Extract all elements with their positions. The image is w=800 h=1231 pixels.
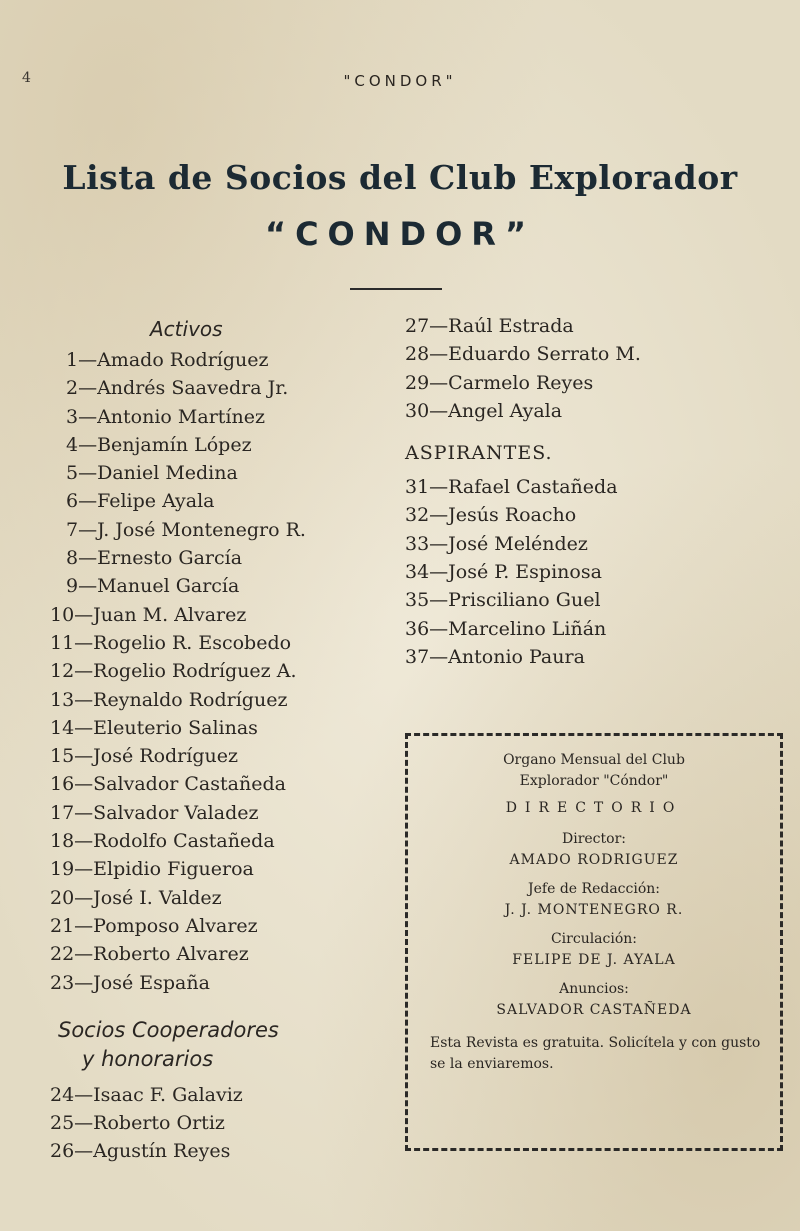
- list-item: 27—Raúl Estrada: [405, 315, 574, 337]
- list-item: 31—Rafael Castañeda: [405, 476, 618, 499]
- list-item: 26—Agustín Reyes: [50, 1140, 231, 1163]
- list-item: 19—Elpidio Figueroa: [50, 858, 254, 881]
- circulacion-name: FELIPE DE J. AYALA: [512, 952, 676, 968]
- anuncios-name: SALVADOR CASTAÑEDA: [496, 1002, 692, 1018]
- list-item: 32—Jesús Roacho: [405, 504, 577, 527]
- list-item: 36—Marcelino Liñán: [405, 617, 607, 640]
- left-column: [50, 312, 400, 1166]
- anuncios-label: Anuncios:: [559, 981, 629, 997]
- list-item: 16—Salvador Castañeda: [50, 773, 286, 796]
- subscription-note: Esta Revista es gratuita. Solicítela y con gusto se la enviaremos.: [430, 1035, 761, 1072]
- list-item: 29—Carmelo Reyes: [405, 371, 594, 394]
- list-item: 34—José P. Espinosa: [405, 561, 602, 584]
- cooperadores-heading: Socios Cooperadores: [58, 1017, 279, 1042]
- cooperadores-list: [50, 1081, 400, 1166]
- list-item: 25—Roberto Ortiz: [50, 1112, 225, 1135]
- list-item: 2—Andrés Saavedra Jr.: [66, 377, 289, 400]
- director-label: Director:: [562, 831, 626, 847]
- list-item: 6—Felipe Ayala: [66, 490, 215, 513]
- page-subtitle: “CONDOR”: [265, 215, 535, 253]
- list-item: 30—Angel Ayala: [405, 399, 563, 422]
- list-item: 4—Benjamín López: [66, 433, 252, 456]
- page-number: 4: [22, 70, 31, 86]
- list-item: 22—Roberto Alvarez: [50, 943, 249, 966]
- list-item: 1—Amado Rodríguez: [66, 349, 269, 371]
- list-item: 18—Rodolfo Castañeda: [50, 830, 275, 853]
- directorio-box: [405, 733, 783, 1151]
- aspirantes-list: [405, 473, 785, 671]
- list-item: 21—Pomposo Alvarez: [50, 914, 258, 937]
- list-item: 8—Ernesto García: [66, 547, 243, 570]
- list-item: 23—José España: [50, 971, 210, 994]
- activos-list-continued: [405, 312, 785, 425]
- running-head: "CONDOR": [343, 72, 457, 90]
- title-divider: [350, 288, 442, 290]
- list-item: 13—Reynaldo Rodríguez: [50, 688, 288, 711]
- list-item: 12—Rogelio Rodríguez A.: [50, 660, 297, 683]
- directorio-heading: DIRECTORIO: [505, 800, 683, 816]
- list-item: 28—Eduardo Serrato M.: [405, 343, 641, 366]
- list-item: 33—José Meléndez: [405, 532, 588, 555]
- list-item: 17—Salvador Valadez: [50, 801, 259, 824]
- jefe-name: J. J. MONTENEGRO R.: [504, 902, 684, 918]
- organo-line-2: Explorador "Cóndor": [519, 773, 669, 789]
- list-item: 14—Eleuterio Salinas: [50, 716, 258, 739]
- circulacion-label: Circulación:: [550, 931, 638, 947]
- organo-line-1: Organo Mensual del Club: [503, 752, 685, 768]
- activos-heading: Activos: [150, 317, 223, 341]
- list-item: 20—José I. Valdez: [50, 886, 222, 909]
- list-item: 35—Prisciliano Guel: [405, 589, 601, 612]
- list-item: 9—Manuel García: [66, 575, 240, 598]
- list-item: 7—J. José Montenegro R.: [66, 518, 306, 541]
- list-item: 11—Rogelio R. Escobedo: [50, 631, 292, 654]
- right-column: [405, 312, 785, 671]
- aspirantes-heading: ASPIRANTES.: [405, 442, 553, 465]
- cooperadores-heading-line2: y honorarios: [82, 1046, 214, 1071]
- list-item: 5—Daniel Medina: [66, 462, 238, 485]
- activos-list: [50, 346, 400, 997]
- list-item: 10—Juan M. Alvarez: [50, 603, 247, 626]
- page-title: Lista de Socios del Club Explorador: [62, 158, 738, 197]
- list-item: 3—Antonio Martínez: [66, 405, 265, 428]
- list-item: 15—José Rodríguez: [50, 745, 238, 768]
- list-item: 37—Antonio Paura: [405, 645, 585, 668]
- director-name: AMADO RODRIGUEZ: [509, 852, 679, 868]
- list-item: 24—Isaac F. Galaviz: [50, 1083, 243, 1106]
- jefe-label: Jefe de Redacción:: [528, 881, 660, 897]
